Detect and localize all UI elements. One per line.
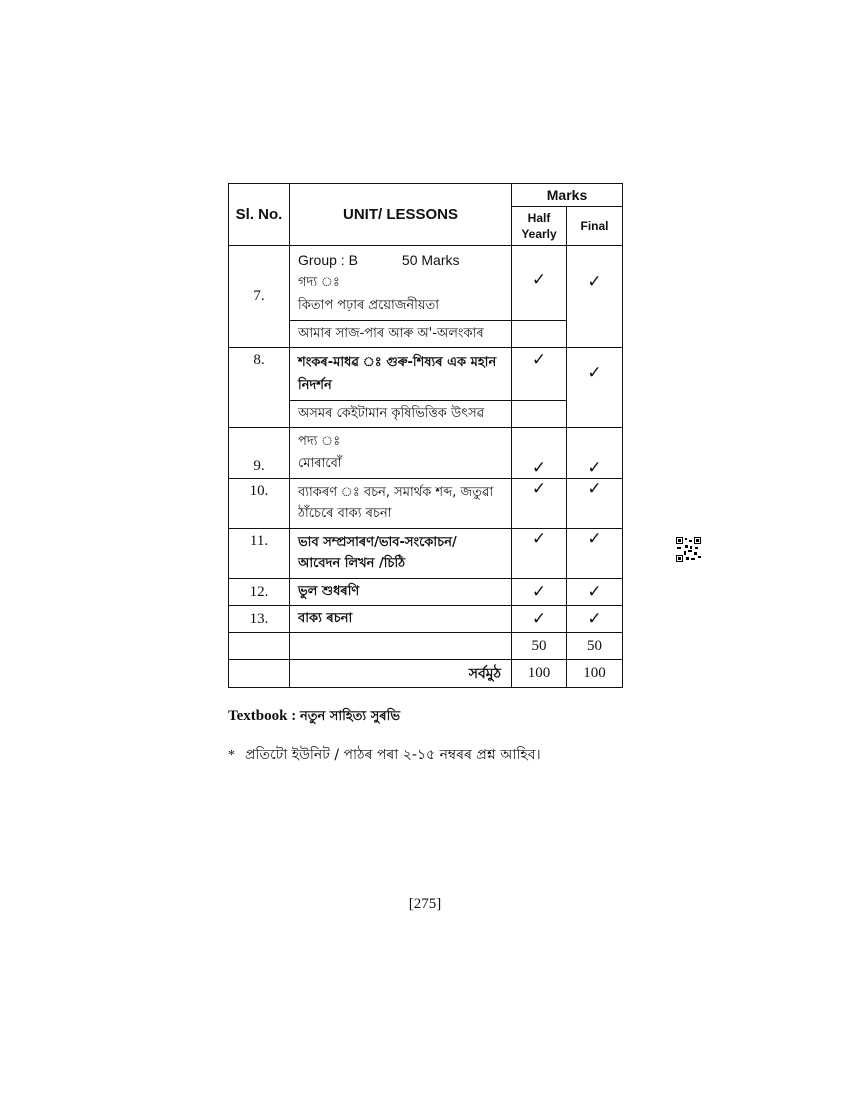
textbook-label: Textbook :	[228, 708, 297, 724]
row-7-half-check	[512, 246, 567, 321]
row-9-sl-text: 9.	[253, 458, 265, 474]
total-label: সৰ্বমুঠ	[290, 660, 512, 688]
row-12-sl	[229, 579, 290, 606]
row-8-sl-text: 8.	[253, 352, 265, 368]
textbook-value: নতুন সাহিত্য সুৰভি	[299, 709, 401, 724]
footnote-text: প্ৰতিটো ইউনিট / পাঠৰ পৰা ২-১৫ নম্বৰৰ প্ৰশ্ন আহিব।	[245, 747, 541, 763]
check-icon: ✓	[587, 582, 602, 602]
row-9-line-2: মোৰাবোঁ	[298, 456, 342, 471]
row-7b-half-empty	[512, 321, 567, 348]
header-unit-lessons: UNIT/ LESSONS	[290, 184, 512, 246]
group-marks: 50 Marks	[401, 252, 460, 268]
row-10-lesson	[290, 479, 512, 529]
row-7b-lesson	[290, 321, 512, 348]
total-half: 100	[512, 660, 567, 688]
footnote-marker: *	[228, 748, 235, 763]
row-8-sl	[229, 348, 290, 428]
textbook-line	[228, 707, 400, 728]
row-10-line-1: ব্যাকৰণ ঃ বচন, সমাৰ্থক শব্দ, জতুৱা ঠাঁচেৰে বাক্য ৰচনা	[298, 485, 494, 521]
row-8-line-1: শংকৰ-মাধৱ ঃ গুৰু-শিষ্যৰ এক মহান নিদৰ্শন	[298, 355, 497, 393]
subtotal-sl-empty	[229, 633, 290, 660]
row-8b-line-1: অসমৰ কেইটামান কৃষিভিত্তিক উৎসৱ	[298, 406, 485, 421]
row-11-final-check	[567, 529, 623, 579]
row-13-final-check	[567, 606, 623, 633]
page-number: [275]	[408, 896, 442, 912]
row-7-final-check	[567, 246, 623, 348]
row-8b-lesson	[290, 401, 512, 428]
header-final: Final	[567, 207, 623, 246]
row-12-half-check	[512, 579, 567, 606]
row-11-sl	[229, 529, 290, 579]
row-12-line-1: ভুল শুধৰণি	[298, 584, 360, 599]
check-icon: ✓	[531, 270, 547, 290]
row-10-half-check	[512, 479, 567, 529]
row-7-sl-text: 7.	[253, 288, 265, 304]
row-7-line-2: কিতাপ পঢ়াৰ প্ৰয়োজনীয়তা	[298, 298, 440, 313]
row-13-line-1: বাক্য ৰচনা	[298, 611, 353, 626]
row-9-lesson	[290, 428, 512, 479]
row-8b-half-empty	[512, 401, 567, 428]
row-12-sl-text: 12.	[249, 583, 269, 600]
total-sl-empty	[229, 660, 290, 688]
check-icon: ✓	[531, 529, 547, 549]
subtotal-half: 50	[512, 633, 567, 660]
row-7-line-1: গদ্য ঃ	[298, 275, 340, 290]
header-marks: Marks	[512, 184, 623, 207]
check-icon: ✓	[531, 350, 547, 370]
row-7-lesson	[290, 246, 512, 321]
row-13-lesson	[290, 606, 512, 633]
group-heading	[298, 249, 503, 271]
row-13-half-check	[512, 606, 567, 633]
check-icon: ✓	[531, 609, 547, 629]
subtotal-final: 50	[567, 633, 623, 660]
check-icon: ✓	[587, 529, 602, 549]
header-half-yearly: Half Yearly	[512, 207, 567, 246]
qr-code-icon	[676, 537, 701, 562]
check-icon: ✓	[531, 582, 547, 602]
syllabus-table	[228, 183, 623, 688]
row-12-final-check	[567, 579, 623, 606]
row-7-sl	[229, 246, 290, 348]
row-8-half-check	[512, 348, 567, 401]
row-13-sl-text: 13.	[249, 610, 269, 627]
row-9-final-check	[567, 428, 623, 479]
row-9-line-1: পদ্য ঃ	[298, 434, 341, 449]
row-12-lesson	[290, 579, 512, 606]
check-icon: ✓	[587, 458, 602, 478]
row-11-lesson	[290, 529, 512, 579]
row-10-final-check	[567, 479, 623, 529]
check-icon: ✓	[587, 362, 602, 383]
total-final: 100	[567, 660, 623, 688]
row-13-sl	[229, 606, 290, 633]
row-11-sl-text: 11.	[249, 533, 269, 549]
row-8-lesson	[290, 348, 512, 401]
row-10-sl-text: 10.	[249, 483, 269, 499]
row-9-half-check	[512, 428, 567, 479]
subtotal-label-empty	[290, 633, 512, 660]
check-icon: ✓	[587, 271, 602, 292]
row-10-sl	[229, 479, 290, 529]
group-name: Group : B	[298, 252, 358, 268]
check-icon: ✓	[531, 458, 547, 478]
row-11-line-1: ভাব সম্প্ৰসাৰণ/ভাব-সংকোচন/ আবেদন লিখন /চিঠি	[298, 535, 457, 571]
header-sl-no: Sl. No.	[229, 184, 290, 246]
check-icon: ✓	[587, 609, 602, 629]
check-icon: ✓	[531, 479, 547, 499]
row-7b-line-1: আমাৰ সাজ-পাৰ আৰু অ'-অলংকাৰ	[298, 326, 484, 341]
row-9-sl	[229, 428, 290, 479]
check-icon: ✓	[587, 479, 602, 499]
footnote	[228, 743, 541, 767]
row-11-half-check	[512, 529, 567, 579]
row-8-final-check	[567, 348, 623, 428]
